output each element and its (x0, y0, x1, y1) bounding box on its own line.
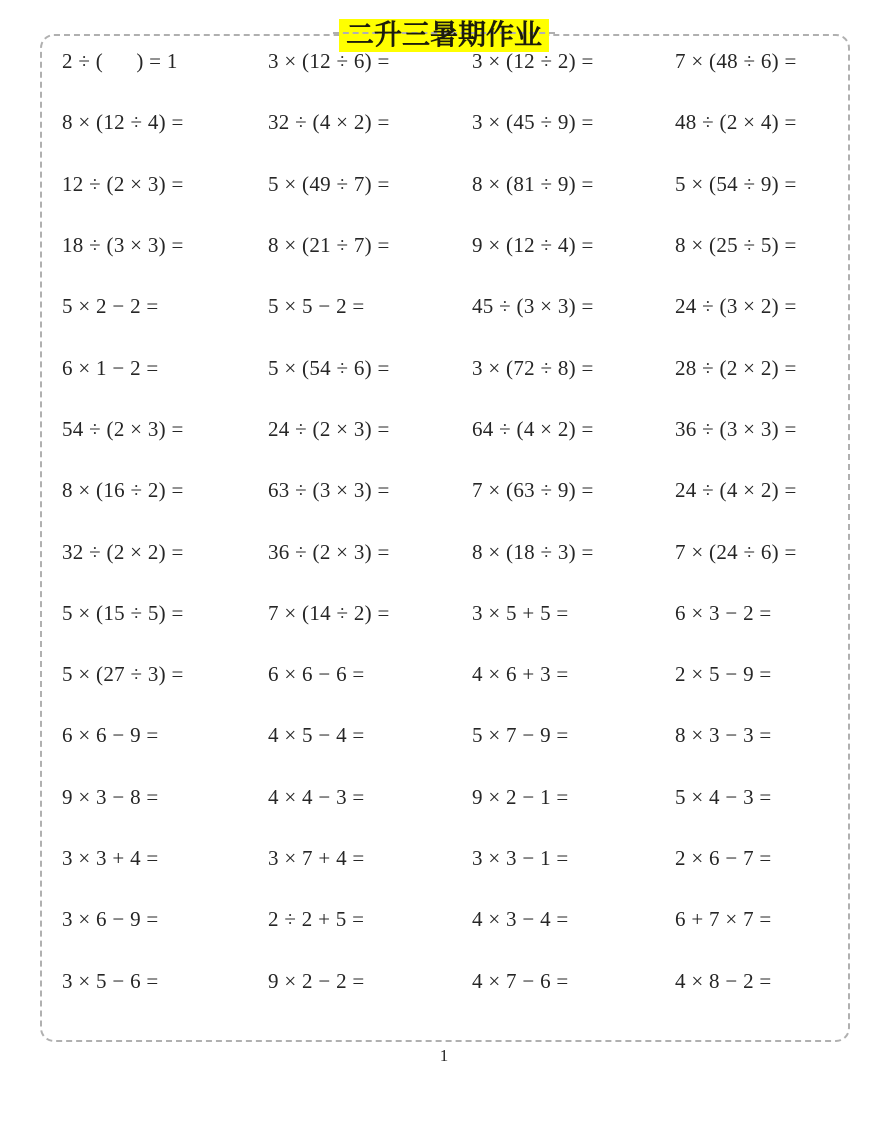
problem-cell: 2 ÷ 2 + 5 = (268, 907, 365, 932)
problem-cell: 24 ÷ (3 × 2) = (675, 294, 797, 319)
problem-cell: 32 ÷ (2 × 2) = (62, 539, 184, 564)
problem-cell: 7 × (24 ÷ 6) = (675, 539, 797, 564)
problem-cell: 6 + 7 × 7 = (675, 907, 772, 932)
problem-cell: 5 × 4 − 3 = (675, 784, 772, 809)
problem-cell: 36 ÷ (2 × 3) = (268, 539, 390, 564)
worksheet-title: 二升三暑期作业 (345, 18, 543, 51)
page-number: 1 (439, 1046, 449, 1065)
problem-cell: 6 × 6 − 6 = (268, 662, 365, 687)
problem-cell: 7 × (48 ÷ 6) = (675, 49, 797, 74)
problems-grid (62, 31, 806, 1012)
problem-cell: 45 ÷ (3 × 3) = (472, 294, 594, 319)
problem-cell: 36 ÷ (3 × 3) = (675, 416, 797, 441)
problem-cell: 3 × 6 − 9 = (62, 907, 159, 932)
problem-cell: 48 ÷ (2 × 4) = (675, 110, 797, 135)
problem-cell: 8 × (81 ÷ 9) = (472, 171, 594, 196)
problem-cell: 3 × 3 − 1 = (472, 846, 569, 870)
problem-cell: 64 ÷ (4 × 2) = (472, 416, 594, 441)
problem-cell: 5 × (54 ÷ 9) = (675, 171, 797, 196)
problem-cell: 7 × (14 ÷ 2) = (268, 600, 390, 625)
problem-cell: 4 × 7 − 6 = (472, 968, 569, 993)
problem-cell: 24 ÷ (4 × 2) = (675, 478, 797, 503)
problem-cell: 8 × (12 ÷ 4) = (62, 110, 184, 135)
problem-cell: 8 × (25 ÷ 5) = (675, 233, 797, 258)
problem-cell: 7 × (63 ÷ 9) = (472, 478, 594, 503)
problem-cell: 3 × (12 ÷ 2) = (472, 49, 594, 74)
problem-cell: 6 × 6 − 9 = (62, 723, 159, 748)
problem-cell: 8 × (16 ÷ 2) = (62, 478, 184, 503)
problem-cell: 2 × 6 − 7 = (675, 846, 772, 870)
problem-cell: 5 × 2 − 2 = (62, 294, 159, 319)
problem-cell: 4 × 6 + 3 = (472, 662, 569, 687)
problem-cell: 4 × 8 − 2 = (675, 968, 772, 993)
problem-cell: 3 × 5 + 5 = (472, 600, 569, 625)
problem-cell: 6 × 3 − 2 = (675, 600, 772, 625)
problem-cell: 3 × (72 ÷ 8) = (472, 355, 594, 380)
problem-cell: 18 ÷ (3 × 3) = (62, 233, 184, 258)
problem-cell: 5 × 7 − 9 = (472, 723, 569, 748)
problem-cell: 63 ÷ (3 × 3) = (268, 478, 390, 503)
problem-cell: 54 ÷ (2 × 3) = (62, 416, 184, 441)
problem-cell: 2 ÷ ( ) = 1 (62, 49, 178, 74)
problem-cell: 9 × 2 − 2 = (268, 968, 365, 993)
problem-cell: 5 × (54 ÷ 6) = (268, 355, 390, 380)
problem-cell: 24 ÷ (2 × 3) = (268, 416, 390, 441)
problem-cell: 9 × 3 − 8 = (62, 784, 159, 809)
problem-cell: 32 ÷ (4 × 2) = (268, 110, 390, 135)
problem-cell: 2 × 5 − 9 = (675, 662, 772, 687)
problem-cell: 3 × 3 + 4 = (62, 846, 159, 870)
problem-cell: 8 × (18 ÷ 3) = (472, 539, 594, 564)
problem-cell: 6 × 1 − 2 = (62, 355, 159, 380)
problem-cell: 28 ÷ (2 × 2) = (675, 355, 797, 380)
problem-cell: 3 × 5 − 6 = (62, 968, 159, 993)
problem-cell: 3 × (45 ÷ 9) = (472, 110, 594, 135)
problem-cell: 3 × 7 + 4 = (268, 846, 365, 870)
problem-cell: 4 × 3 − 4 = (472, 907, 569, 932)
problem-cell: 5 × (15 ÷ 5) = (62, 600, 184, 625)
problem-cell: 8 × (21 ÷ 7) = (268, 233, 390, 258)
problem-cell: 9 × (12 ÷ 4) = (472, 233, 594, 258)
problem-cell: 5 × (27 ÷ 3) = (62, 662, 184, 687)
problem-cell: 4 × 4 − 3 = (268, 784, 365, 809)
problem-cell: 5 × 5 − 2 = (268, 294, 365, 319)
problem-cell: 4 × 5 − 4 = (268, 723, 365, 748)
problem-cell: 3 × (12 ÷ 6) = (268, 49, 390, 74)
problem-cell: 12 ÷ (2 × 3) = (62, 171, 184, 196)
problem-cell: 5 × (49 ÷ 7) = (268, 171, 390, 196)
problem-cell: 8 × 3 − 3 = (675, 723, 772, 748)
problem-cell: 9 × 2 − 1 = (472, 784, 569, 809)
